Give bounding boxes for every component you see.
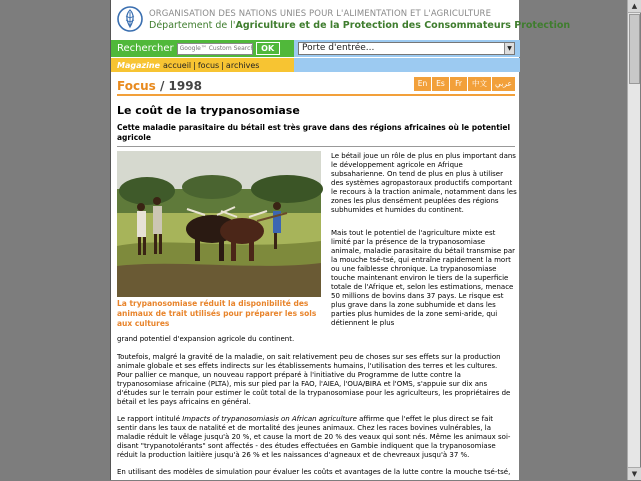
- nav-magazine-label: Magazine: [117, 60, 161, 70]
- chevron-down-icon[interactable]: ▼: [504, 43, 514, 54]
- site-header: [111, 0, 571, 40]
- portal-select-value: Porte d'entrée...: [302, 43, 375, 53]
- dept-prefix: Département de l': [149, 20, 236, 31]
- photo-caption: La trypanosomiase réduit la disponibilité des animaux de trait utilisés pour préparer les sols aux cultures: [117, 299, 317, 328]
- article-title: Le coût de la trypanosomiase: [117, 104, 300, 117]
- report-title: Impacts of trypanosomiasis on African agriculture: [182, 415, 357, 423]
- article-paragraph: Mais tout le potentiel de l'agriculture mixte est limité par la présence de la trypanosomiase animale, maladie parasitaire du bétail transmise par la mouche tsé-tsé, qui entraîne rapidement la mort ou une faiblesse chronique. La trypanosomiase touche maintenant environ le tiers de la superficie totale de l'Afrique et, selon les estimations, menace 50 millions de bovins dans 37 pays. Le risque est plus grave dans la zone subhumide et dans les parties plus humides de la zone semi-aride, qui détiennent le plus: [331, 229, 516, 327]
- vertical-scrollbar[interactable]: [627, 0, 640, 480]
- nav-links: [111, 58, 294, 72]
- search-input[interactable]: [177, 43, 253, 55]
- paragraph-text: affirme que l'effet le plus direct se fait sentir dans les taux de natalité et de mortalité des jeunes animaux. Chez les races bovines vulnérables, la maladie réduit le vêlage jusqu'à 20 %, et cause la mort de 20 % des veaux qui sont nés. Même les animaux soi-disant "trypanotolérants" sont affectés - des études effectuées en Gambie indiquent que la trypanosomiase réduit la production laitière jusqu'à 26 % et les naissances d'agneaux et de chevreaux jusqu'à 37 %.: [117, 415, 511, 459]
- focus-year: 1998: [168, 79, 202, 93]
- divider: [117, 94, 515, 96]
- dept-name: [149, 20, 570, 31]
- fao-logo-icon[interactable]: [117, 5, 143, 33]
- article-subtitle: Cette maladie parasitaire du bétail est très grave dans des régions africaines où le potentiel agricole: [117, 123, 511, 142]
- nav-bar: [111, 58, 520, 72]
- search-label: Rechercher: [117, 43, 174, 54]
- nav-separator: |: [193, 60, 196, 70]
- focus-label: Focus: [117, 79, 156, 93]
- article-paragraph: En utilisant des modèles de simulation pour évaluer les coûts et avantages de la lutte contre la mouche tsé-tsé,: [117, 468, 511, 476]
- search-ok-button[interactable]: OK: [256, 42, 280, 55]
- lang-en[interactable]: En: [413, 77, 431, 91]
- nav-link-archives[interactable]: archives: [225, 60, 260, 70]
- web-page: [110, 0, 571, 480]
- lang-zh[interactable]: 中文: [467, 77, 491, 91]
- nav-link-focus[interactable]: focus: [197, 60, 220, 70]
- oxen-plowing-photo: [117, 151, 321, 297]
- dept-title: Agriculture et de la Protection des Consommateurs Protection: [235, 20, 571, 31]
- focus-slash: /: [159, 79, 165, 93]
- lang-es[interactable]: Es: [431, 77, 449, 91]
- org-name: ORGANISATION DES NATIONS UNIES POUR L'ALIMENTATION ET L'AGRICULTURE: [149, 9, 492, 19]
- lang-fr[interactable]: Fr: [449, 77, 467, 91]
- scroll-up-icon[interactable]: ▲: [628, 0, 641, 13]
- scrollbar-thumb[interactable]: [629, 14, 640, 84]
- nav-filler: [294, 58, 520, 72]
- focus-title: [117, 79, 202, 93]
- portal-area: [294, 40, 520, 57]
- article-paragraph: grand potentiel d'expansion agricole du continent.: [117, 335, 295, 343]
- nav-link-accueil[interactable]: accueil: [163, 60, 192, 70]
- lang-ar[interactable]: عربي: [491, 77, 515, 91]
- article-paragraph: Le bétail joue un rôle de plus en plus important dans le développement agricole en Afrique subsaharienne. On tend de plus en plus à utiliser des systèmes agropastoraux productifs comportant le recours à la traction animale, notamment dans les zones les plus densément peuplées des régions subhumides et humides du continent.: [331, 152, 517, 214]
- focus-header: [117, 77, 515, 95]
- portal-select[interactable]: [298, 42, 515, 55]
- search-bar: [111, 40, 520, 57]
- language-bar: [413, 77, 515, 91]
- article-paragraph: Toutefois, malgré la gravité de la maladie, on sait relativement peu de choses sur ses effets sur la production animale globale et ses effets indirects sur les établissements humains, l'utilisation des terres et les cultures. Pour pallier ce manque, un nouveau rapport préparé à l'initiative du Programme de lutte contre la trypanosomiase africaine (PLTA), mis sur pied par la FAO, l'AIEA, l'OUA/BIRA et l'OMS, s'appuie sur dix ans d'études sur le terrain pour estimer le coût total de la trypanosomiase pour les agriculteurs, les propriétaires de bétail et les pays africains en général.: [117, 353, 511, 406]
- scroll-down-icon[interactable]: ▼: [628, 467, 641, 480]
- article-paragraph: [117, 415, 515, 460]
- nav-separator: |: [221, 60, 224, 70]
- divider: [117, 146, 515, 147]
- paragraph-text: Le rapport intitulé: [117, 415, 183, 423]
- search-area: [111, 40, 294, 57]
